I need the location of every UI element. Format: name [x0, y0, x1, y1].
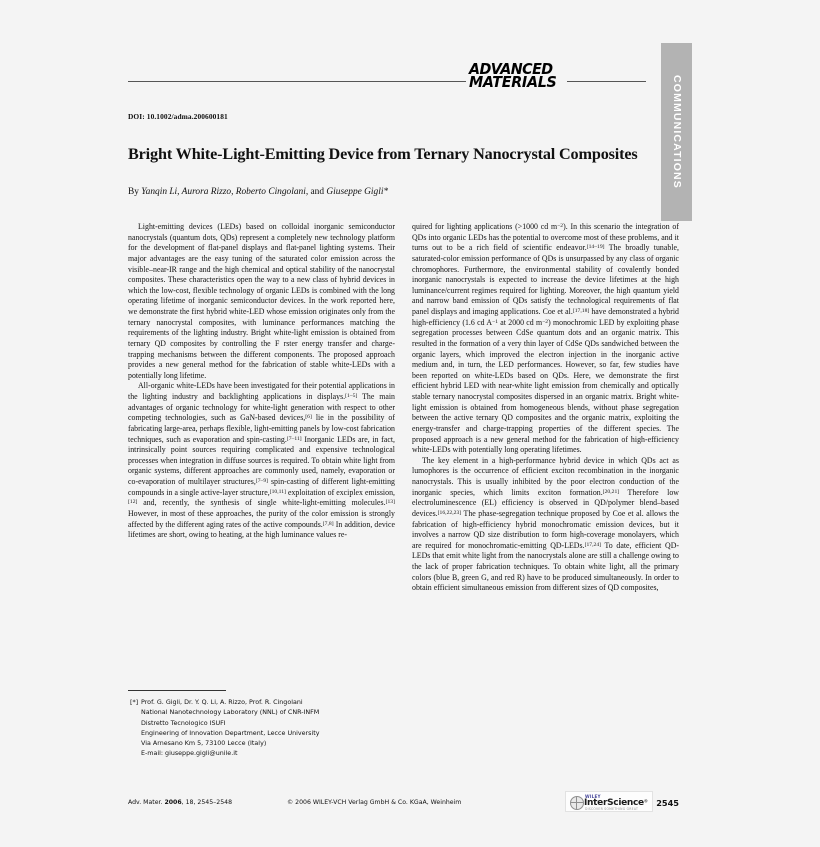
- citation-year: 2006: [164, 799, 182, 806]
- affiliation-line: Via Arnesano Km 5, 73100 Lecce (Italy): [141, 740, 267, 748]
- journal-masthead: [128, 60, 646, 106]
- wiley-wordmark: WILEY: [585, 794, 601, 799]
- byline-authors: Yanqin Li, Aurora Rizzo, Roberto Cingolani,: [141, 187, 309, 197]
- logo-line-1: ADVANCED: [469, 60, 553, 78]
- logo-line-2: MATERIALS: [469, 73, 557, 92]
- paragraph: The key element in a high-performance hybrid device in which QDs act as lumophores is the occurrence of efficient exciton recombination in the inorganic nanocrystals. This is usually inhibited by the poor electron conduction of the inorganic species, which limits exciton formation.[20,21] Therefore low electroluminescence (EL) efficiency is observed in QD/polymer blend–based devices.[16,22,23] The phase-segregation technique proposed by Coe et al. allows the fabrication of high-efficiency hybrid monochromatic emission devices, but it involves a narrow QD size distribution to form high-coverage monolayers, which are required for monochromatic-emitting QD-LEDs.[17,24] To date, efficient QD-LEDs that emit white light from the nanocrystals alone are still a challenge owing to the lack of proper fabrication techniques. To obtain white light, all the primary colors (blue B, green G, and red R) have to be produced simultaneously. In order to obtain efficient simultaneous emission from different sizes of QD composites,: [412, 455, 680, 593]
- footnote-marker: [*]: [130, 699, 139, 706]
- body-column-left: [128, 222, 395, 541]
- footnote-rule: [128, 690, 226, 691]
- affiliation-line: Distretto Tecnologico ISUFI: [141, 719, 226, 727]
- affiliation-line: Prof. G. Gigli, Dr. Y. Q. Li, A. Rizzo, Prof. R. Cingolani: [141, 699, 303, 706]
- masthead-rule: [128, 81, 646, 82]
- affiliation-lines: [141, 698, 319, 760]
- byline: [128, 186, 640, 198]
- byline-last-author: Giuseppe Gigli*: [326, 187, 389, 197]
- doi-line: DOI: 10.1002/adma.200600181: [128, 112, 228, 121]
- page-number: 2545: [656, 798, 679, 808]
- byline-conjunction: and: [308, 187, 327, 197]
- byline-prefix: By: [128, 187, 142, 197]
- affiliation-footnote: [128, 690, 395, 760]
- paragraph: All-organic white-LEDs have been investigated for their potential applications in the lighting industry and backlighting applications in displays.[1–5] The main advantages of organic technology for white-light generation with respect to other competing technologies, such as GaN-based devices,[6] lie in the possibility of fabricating large-area, perhaps flexible, light-emitting panels by low-cost fabrication techniques, such as evaporation and spin-casting.[7–11] Inorganic LEDs are, in fact, intrinsically point sources requiring complicated and expensive technological processes when integration in diffuse sources is required. To obtain white light from organic systems, different approaches are commonly used, namely, evaporation or co-evaporation of multilayer structures,[7–9] spin-casting of different light-emitting compounds in a single active-layer structure,[10,11] exploitation of exciplex emission,[12] and, recently, the synthesis of single white-light-emitting molecules.[13] However, in most of these approaches, the purity of the color emission is strongly affected by the different aging rates of the active compounds.[7,8] In addition, device lifetimes are short, owing to heating, at the high luminance values re-: [128, 381, 396, 540]
- copyright-line: © 2006 WILEY-VCH Verlag GmbH & Co. KGaA, Weinheim: [287, 799, 462, 806]
- wiley-interscience-logo[interactable]: [565, 791, 653, 812]
- article-title: Bright White-Light-Emitting Device from Ternary Nanocrystal Composites: [128, 144, 638, 163]
- section-tab-label: COMMUNICATIONS: [670, 75, 683, 189]
- interscience-wordmark: InterScience®: [584, 798, 648, 808]
- citation-suffix: , 18, 2545–2548: [181, 799, 232, 806]
- advanced-materials-logo: [466, 60, 567, 92]
- paragraph: quired for lighting applications (>1000 cd $m^{-2}$). In this scenario the integration of QDs into organic LEDs has the potential to overcome most of these problems, and it turns out to be a rich field of scientific endeavor.[14–19] The broadly tunable, saturated-color emission performance of QDs is unsurpassed by any class of organic chromophores. Furthermore, the environmental stability of covalently bonded inorganic nanocrystals is expected to increase the device lifetimes at the high luminance/current regimes required for lighting. Moreover, the high quantum yield and narrow band emission of QDs satisfy the technological requirements of flat panel displays and imaging applications. Coe et al.[17,18] have demonstrated a hybrid high-efficiency (1.6 cd $A^{-1}$ at 2000 cd $m^{-2}$) monochromic LED by exploiting phase segregation processes between CdSe quantum dots and an organic matrix. This resulted in the formation of a very thin layer of CdSe QDs sandwiched between the organic layers, which improved the electron injection in the inorganic active medium and, in turn, the LED performances. However, so far, few studies have been reported on white-LEDs based on QDs. Here, we demonstrate the first efficient hybrid LED with near-white light emission from chemically and optically stable ternary nanocrystal composites dispersed in an organic matrix. Bright white-light emission is obtained from homogeneous blends, without phase segregation between the active ternary QD composites and the organic matrix, exploiting the energy-transfer and charge-trapping properties of the different species. The proposed approach is a new general method for the fabrication of high-efficiency white-LEDs with potentially long operating lifetimes.: [412, 222, 679, 455]
- section-tab-communications: [661, 43, 692, 221]
- affiliation-line: National Nanotechnology Laboratory (NNL) of CNR-INFM: [141, 709, 320, 717]
- interscience-tagline: DISCOVER SOMETHING GREAT: [585, 807, 639, 811]
- citation-prefix: Adv. Mater.: [128, 799, 165, 806]
- page-footer: [128, 795, 679, 817]
- body-column-right: [412, 222, 679, 594]
- footnote-body: [128, 698, 395, 760]
- globe-icon: [570, 796, 584, 810]
- paragraph: Light-emitting devices (LEDs) based on colloidal inorganic semiconductor nanocrystals (quantum dots, QDs) represent a completely new technology platform for the development of flat-panel displays and flat-panel lighting systems. Their major advantages are the easy tuning of the saturated color emission across the visible–near-IR range and the high chemical and optical stability of the nanocrystal composites. These characteristics open the way to a new class of hybrid devices in which the low-cost, flexible technology of organic LEDs is combined with the long operating lifetime of inorganic semiconductor devices. In the work reported here, we demonstrate the first hybrid white-LED whose emission originates only from the ternary nanocrystal composites, with luminance performances matching the requirements of the lighting industry. Bright white-light emission is obtained from ternary QD composites by controlling the F rster energy transfer and charge-trapping mechanisms between the different components. The proposed approach provides a new general method for the fabrication of stable white-LEDs with a potentially long lifetime.: [128, 222, 395, 380]
- journal-citation: [128, 799, 232, 806]
- affiliation-email[interactable]: E-mail: giuseppe.gigli@unile.it: [141, 750, 238, 758]
- affiliation-line: Engineering of Innovation Department, Lecce University: [141, 729, 320, 737]
